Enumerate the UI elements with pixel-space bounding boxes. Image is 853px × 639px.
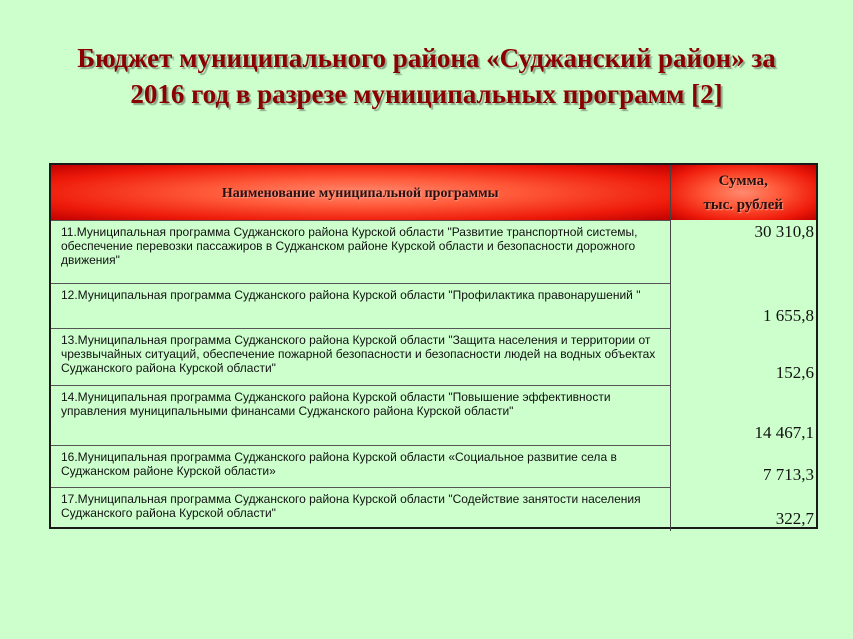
program-name: 13.Муниципальная программа Суджанского района Курской области "Защита населения и территории от чрезвычайных ситуаций, обеспечение пожарной безопасности и безопасности людей на водных объектах Суджанского района Курской области" (51, 328, 670, 385)
program-name: 14.Муниципальная программа Суджанского района Курской области "Повышение эффективности управления муниципальными финансами Суджанского района Курской области" (51, 385, 670, 445)
program-name: 17.Муниципальная программа Суджанского района Курской области "Содействие занятости населения Суджанского района Курской области" (51, 487, 670, 531)
table-row (51, 328, 816, 385)
header-sum (670, 165, 816, 220)
table-row (51, 385, 816, 445)
header-sum-line1: Сумма, (718, 172, 768, 189)
program-name: 11.Муниципальная программа Суджанского района Курской области "Развитие транспортной системы, обеспечение перевозки пассажиров в Суджанском районе Курской области и безопасности дорожного движения" (51, 220, 670, 283)
header-sum-line2: тыс. рублей (703, 196, 784, 213)
table-header-row (51, 165, 816, 220)
program-sum: 322,7 (775, 509, 814, 528)
table-row (51, 445, 816, 487)
budget-table-grid (51, 165, 816, 531)
table-row (51, 283, 816, 328)
budget-table (49, 163, 818, 529)
table-row (51, 487, 816, 531)
program-name: 12.Муниципальная программа Суджанского района Курской области "Профилактика правонарушений " (51, 283, 670, 328)
program-name: 16.Муниципальная программа Суджанского района Курской области «Социальное развитие села в Суджанском районе Курской области» (51, 445, 670, 487)
program-sum: 1 655,8 (763, 306, 814, 325)
program-sum: 30 310,8 (754, 222, 814, 241)
program-sum: 152,6 (775, 363, 814, 382)
table-row (51, 220, 816, 283)
program-sum: 7 713,3 (763, 465, 814, 484)
program-sum: 14 467,1 (754, 423, 814, 442)
header-program-name: Наименование муниципальной программы (51, 165, 670, 220)
page-title: Бюджет муниципального района «Суджанский район» за 2016 год в разрезе муниципальных программ [2] (77, 43, 776, 109)
